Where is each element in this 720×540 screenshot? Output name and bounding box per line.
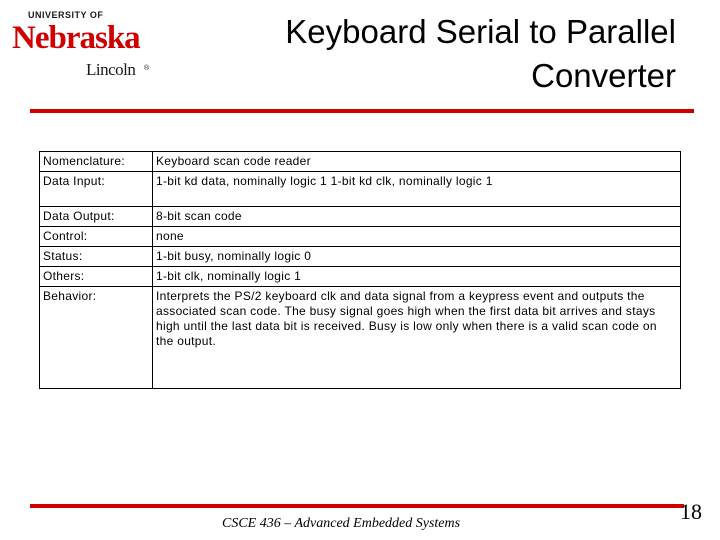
table-row: [40, 267, 681, 287]
row-value: 1-bit busy, nominally logic 0: [153, 247, 681, 267]
slide-title: Keyboard Serial to Parallel Converter: [285, 13, 676, 94]
row-key: Data Input:: [40, 172, 153, 207]
logo-university-of: UNIVERSITY OF: [28, 10, 104, 20]
row-value: 1-bit clk, nominally logic 1: [153, 267, 681, 287]
university-logo: [10, 10, 150, 85]
row-key: Data Output:: [40, 207, 153, 227]
row-key: Others:: [40, 267, 153, 287]
footer-course: CSCE 436 – Advanced Embedded Systems: [222, 516, 461, 531]
spec-table: [39, 151, 681, 389]
row-key: Behavior:: [40, 287, 153, 389]
table-row: [40, 172, 681, 207]
row-value: none: [153, 227, 681, 247]
table-row: [40, 152, 681, 172]
row-key: Nomenclature:: [40, 152, 153, 172]
row-value: Interprets the PS/2 keyboard clk and data signal from a keypress event and outputs the associated scan code. The busy signal goes high when the first data bit arrives and stays high until the last data bit is received. Busy is low only when there is a valid scan code on the output.: [153, 287, 681, 389]
row-value: 8-bit scan code: [153, 207, 681, 227]
row-value: Keyboard scan code reader: [153, 152, 681, 172]
table-row: [40, 247, 681, 267]
logo-registered-mark: ®: [144, 65, 150, 72]
page-number: 18: [680, 499, 702, 524]
logo-lincoln: Lincoln: [86, 60, 136, 79]
logo-nebraska: Nebraska: [12, 20, 140, 56]
row-value: 1-bit kd data, nominally logic 1 1-bit kd clk, nominally logic 1: [153, 172, 681, 207]
table-row: [40, 207, 681, 227]
table-row: [40, 287, 681, 389]
row-key: Status:: [40, 247, 153, 267]
top-divider: [30, 109, 694, 113]
table-row: [40, 227, 681, 247]
bottom-divider: [30, 504, 684, 508]
row-key: Control:: [40, 227, 153, 247]
